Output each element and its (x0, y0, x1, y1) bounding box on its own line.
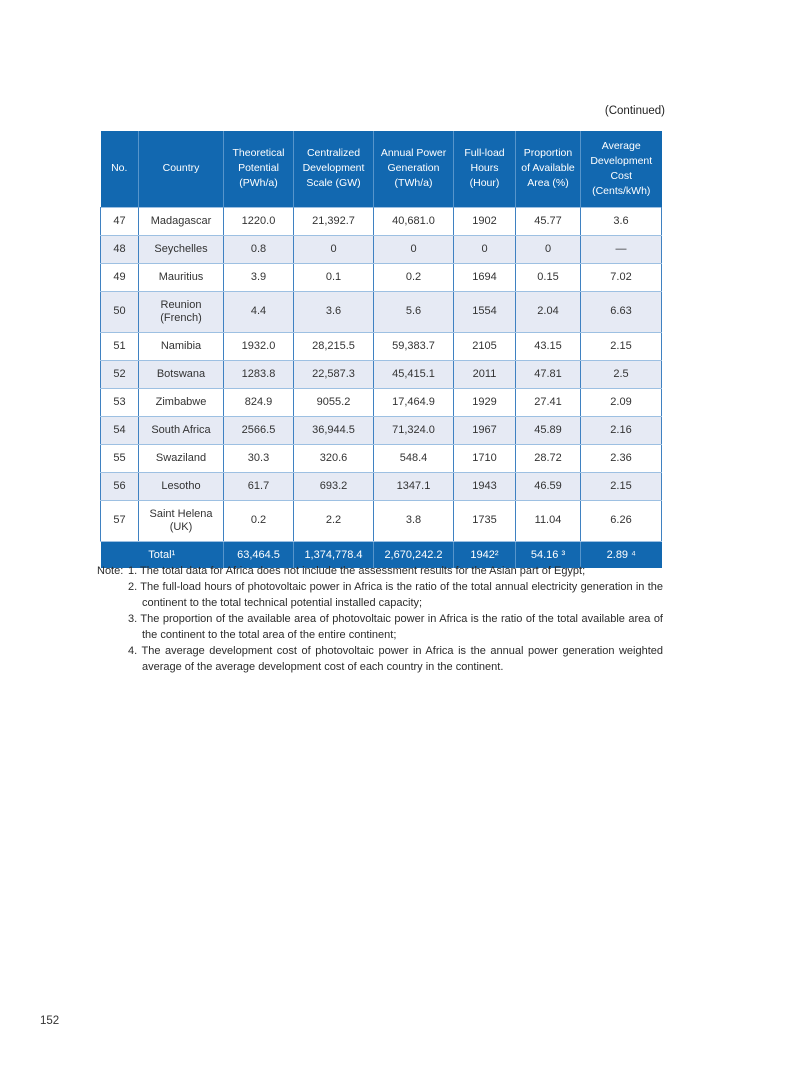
cell-theoretical-potential: 3.9 (224, 263, 294, 291)
page-number: 152 (40, 1015, 60, 1027)
cell-annual-generation: 0.2 (374, 263, 454, 291)
cell-available-area: 43.15 (516, 332, 581, 360)
cell-development-cost: 2.15 (581, 472, 662, 500)
notes-label-spacer (97, 579, 128, 611)
cell-full-load-hours: 1902 (454, 207, 516, 235)
table-row (101, 332, 662, 360)
table-row (101, 235, 662, 263)
cell-country: Botswana (139, 360, 224, 388)
cell-annual-generation: 1347.1 (374, 472, 454, 500)
table-row (101, 263, 662, 291)
cell-no: 57 (101, 500, 139, 541)
cell-theoretical-potential: 30.3 (224, 444, 294, 472)
cell-development-cost: 3.6 (581, 207, 662, 235)
cell-theoretical-potential: 4.4 (224, 291, 294, 332)
cell-theoretical-potential: 2566.5 (224, 416, 294, 444)
cell-available-area: 45.77 (516, 207, 581, 235)
continued-label: (Continued) (604, 105, 665, 117)
cell-centralized-scale: 693.2 (294, 472, 374, 500)
cell-country: Mauritius (139, 263, 224, 291)
cell-centralized-scale: 22,587.3 (294, 360, 374, 388)
cell-theoretical-potential: 61.7 (224, 472, 294, 500)
cell-available-area: 27.41 (516, 388, 581, 416)
note-item-2: 2. The full-load hours of photovoltaic power in Africa is the ratio of the total annual electricity generation in the continent to the total technical potential installed capacity; (128, 581, 663, 609)
cell-full-load-hours: 1710 (454, 444, 516, 472)
note-row (97, 563, 663, 579)
col-header-theoretical-potential: Theoretical Potential (PWh/a) (224, 131, 294, 207)
table-row (101, 207, 662, 235)
col-header-annual-generation: Annual Power Generation (TWh/a) (374, 131, 454, 207)
cell-development-cost: 6.26 (581, 500, 662, 541)
table-row (101, 291, 662, 332)
cell-development-cost: 2.09 (581, 388, 662, 416)
table-body (101, 207, 662, 541)
cell-no: 55 (101, 444, 139, 472)
cell-full-load-hours: 1554 (454, 291, 516, 332)
cell-full-load-hours: 2105 (454, 332, 516, 360)
cell-development-cost: 2.16 (581, 416, 662, 444)
col-header-available-area: Proportion of Available Area (%) (516, 131, 581, 207)
cell-annual-generation: 59,383.7 (374, 332, 454, 360)
header-row (101, 131, 662, 207)
notes-label-spacer (97, 643, 128, 675)
table-row (101, 416, 662, 444)
cell-development-cost: 2.36 (581, 444, 662, 472)
cell-country: South Africa (139, 416, 224, 444)
table-row (101, 360, 662, 388)
col-header-full-load-hours: Full-load Hours (Hour) (454, 131, 516, 207)
total-theoretical-potential: 63,464.5 (224, 541, 294, 568)
cell-full-load-hours: 1943 (454, 472, 516, 500)
note-item-3: 3. The proportion of the available area of photovoltaic power in Africa is the ratio of the total available area of the continent to the total area of the entire continent; (128, 613, 663, 641)
cell-available-area: 47.81 (516, 360, 581, 388)
cell-no: 56 (101, 472, 139, 500)
cell-annual-generation: 3.8 (374, 500, 454, 541)
cell-annual-generation: 0 (374, 235, 454, 263)
cell-centralized-scale: 0 (294, 235, 374, 263)
table-row (101, 388, 662, 416)
cell-annual-generation: 5.6 (374, 291, 454, 332)
cell-no: 48 (101, 235, 139, 263)
total-annual-generation: 2,670,242.2 (374, 541, 454, 568)
cell-full-load-hours: 1694 (454, 263, 516, 291)
total-full-load-hours: 1942² (454, 541, 516, 568)
cell-full-load-hours: 0 (454, 235, 516, 263)
cell-no: 47 (101, 207, 139, 235)
cell-no: 52 (101, 360, 139, 388)
cell-country: Lesotho (139, 472, 224, 500)
africa-pv-table (100, 131, 662, 568)
notes-label: Note: (97, 565, 124, 577)
cell-available-area: 28.72 (516, 444, 581, 472)
cell-centralized-scale: 3.6 (294, 291, 374, 332)
cell-centralized-scale: 21,392.7 (294, 207, 374, 235)
cell-no: 53 (101, 388, 139, 416)
total-label: Total¹ (101, 541, 224, 568)
pv-table-container (100, 131, 661, 568)
cell-development-cost: 7.02 (581, 263, 662, 291)
cell-full-load-hours: 1735 (454, 500, 516, 541)
cell-theoretical-potential: 1220.0 (224, 207, 294, 235)
cell-centralized-scale: 28,215.5 (294, 332, 374, 360)
cell-annual-generation: 45,415.1 (374, 360, 454, 388)
notes-block (97, 563, 663, 675)
cell-annual-generation: 71,324.0 (374, 416, 454, 444)
cell-country: Saint Helena (UK) (139, 500, 224, 541)
cell-available-area: 0 (516, 235, 581, 263)
cell-no: 49 (101, 263, 139, 291)
cell-country: Seychelles (139, 235, 224, 263)
note-row (97, 611, 663, 643)
cell-country: Swaziland (139, 444, 224, 472)
cell-development-cost: 2.15 (581, 332, 662, 360)
cell-development-cost: 2.5 (581, 360, 662, 388)
cell-centralized-scale: 9055.2 (294, 388, 374, 416)
cell-country: Zimbabwe (139, 388, 224, 416)
cell-no: 50 (101, 291, 139, 332)
cell-theoretical-potential: 0.8 (224, 235, 294, 263)
col-header-country: Country (139, 131, 224, 207)
note-item-4: 4. The average development cost of photovoltaic power in Africa is the annual power generation weighted average of the average development cost of each country in the continent. (128, 645, 663, 673)
cell-country: Madagascar (139, 207, 224, 235)
total-development-cost: 2.89 ⁴ (581, 541, 662, 568)
cell-annual-generation: 17,464.9 (374, 388, 454, 416)
table-row (101, 500, 662, 541)
cell-theoretical-potential: 0.2 (224, 500, 294, 541)
cell-theoretical-potential: 1283.8 (224, 360, 294, 388)
cell-available-area: 11.04 (516, 500, 581, 541)
cell-theoretical-potential: 1932.0 (224, 332, 294, 360)
cell-centralized-scale: 320.6 (294, 444, 374, 472)
notes-label-spacer (97, 611, 128, 643)
cell-centralized-scale: 2.2 (294, 500, 374, 541)
cell-available-area: 2.04 (516, 291, 581, 332)
cell-development-cost: 6.63 (581, 291, 662, 332)
cell-centralized-scale: 36,944.5 (294, 416, 374, 444)
col-header-centralized-scale: Centralized Development Scale (GW) (294, 131, 374, 207)
cell-development-cost: — (581, 235, 662, 263)
col-header-no: No. (101, 131, 139, 207)
total-available-area: 54.16 ³ (516, 541, 581, 568)
cell-country: Reunion (French) (139, 291, 224, 332)
note-row (97, 579, 663, 611)
table-row (101, 444, 662, 472)
note-row (97, 643, 663, 675)
table-row (101, 472, 662, 500)
cell-full-load-hours: 2011 (454, 360, 516, 388)
cell-full-load-hours: 1929 (454, 388, 516, 416)
cell-centralized-scale: 0.1 (294, 263, 374, 291)
cell-available-area: 45.89 (516, 416, 581, 444)
cell-available-area: 0.15 (516, 263, 581, 291)
cell-theoretical-potential: 824.9 (224, 388, 294, 416)
table-header (101, 131, 662, 207)
col-header-development-cost: Average Development Cost (Cents/kWh) (581, 131, 662, 207)
cell-annual-generation: 548.4 (374, 444, 454, 472)
note-item-1: 1. The total data for Africa does not include the assessment results for the Asian part of Egypt; (128, 565, 586, 577)
cell-no: 54 (101, 416, 139, 444)
cell-available-area: 46.59 (516, 472, 581, 500)
total-centralized-scale: 1,374,778.4 (294, 541, 374, 568)
cell-country: Namibia (139, 332, 224, 360)
cell-annual-generation: 40,681.0 (374, 207, 454, 235)
cell-no: 51 (101, 332, 139, 360)
cell-full-load-hours: 1967 (454, 416, 516, 444)
